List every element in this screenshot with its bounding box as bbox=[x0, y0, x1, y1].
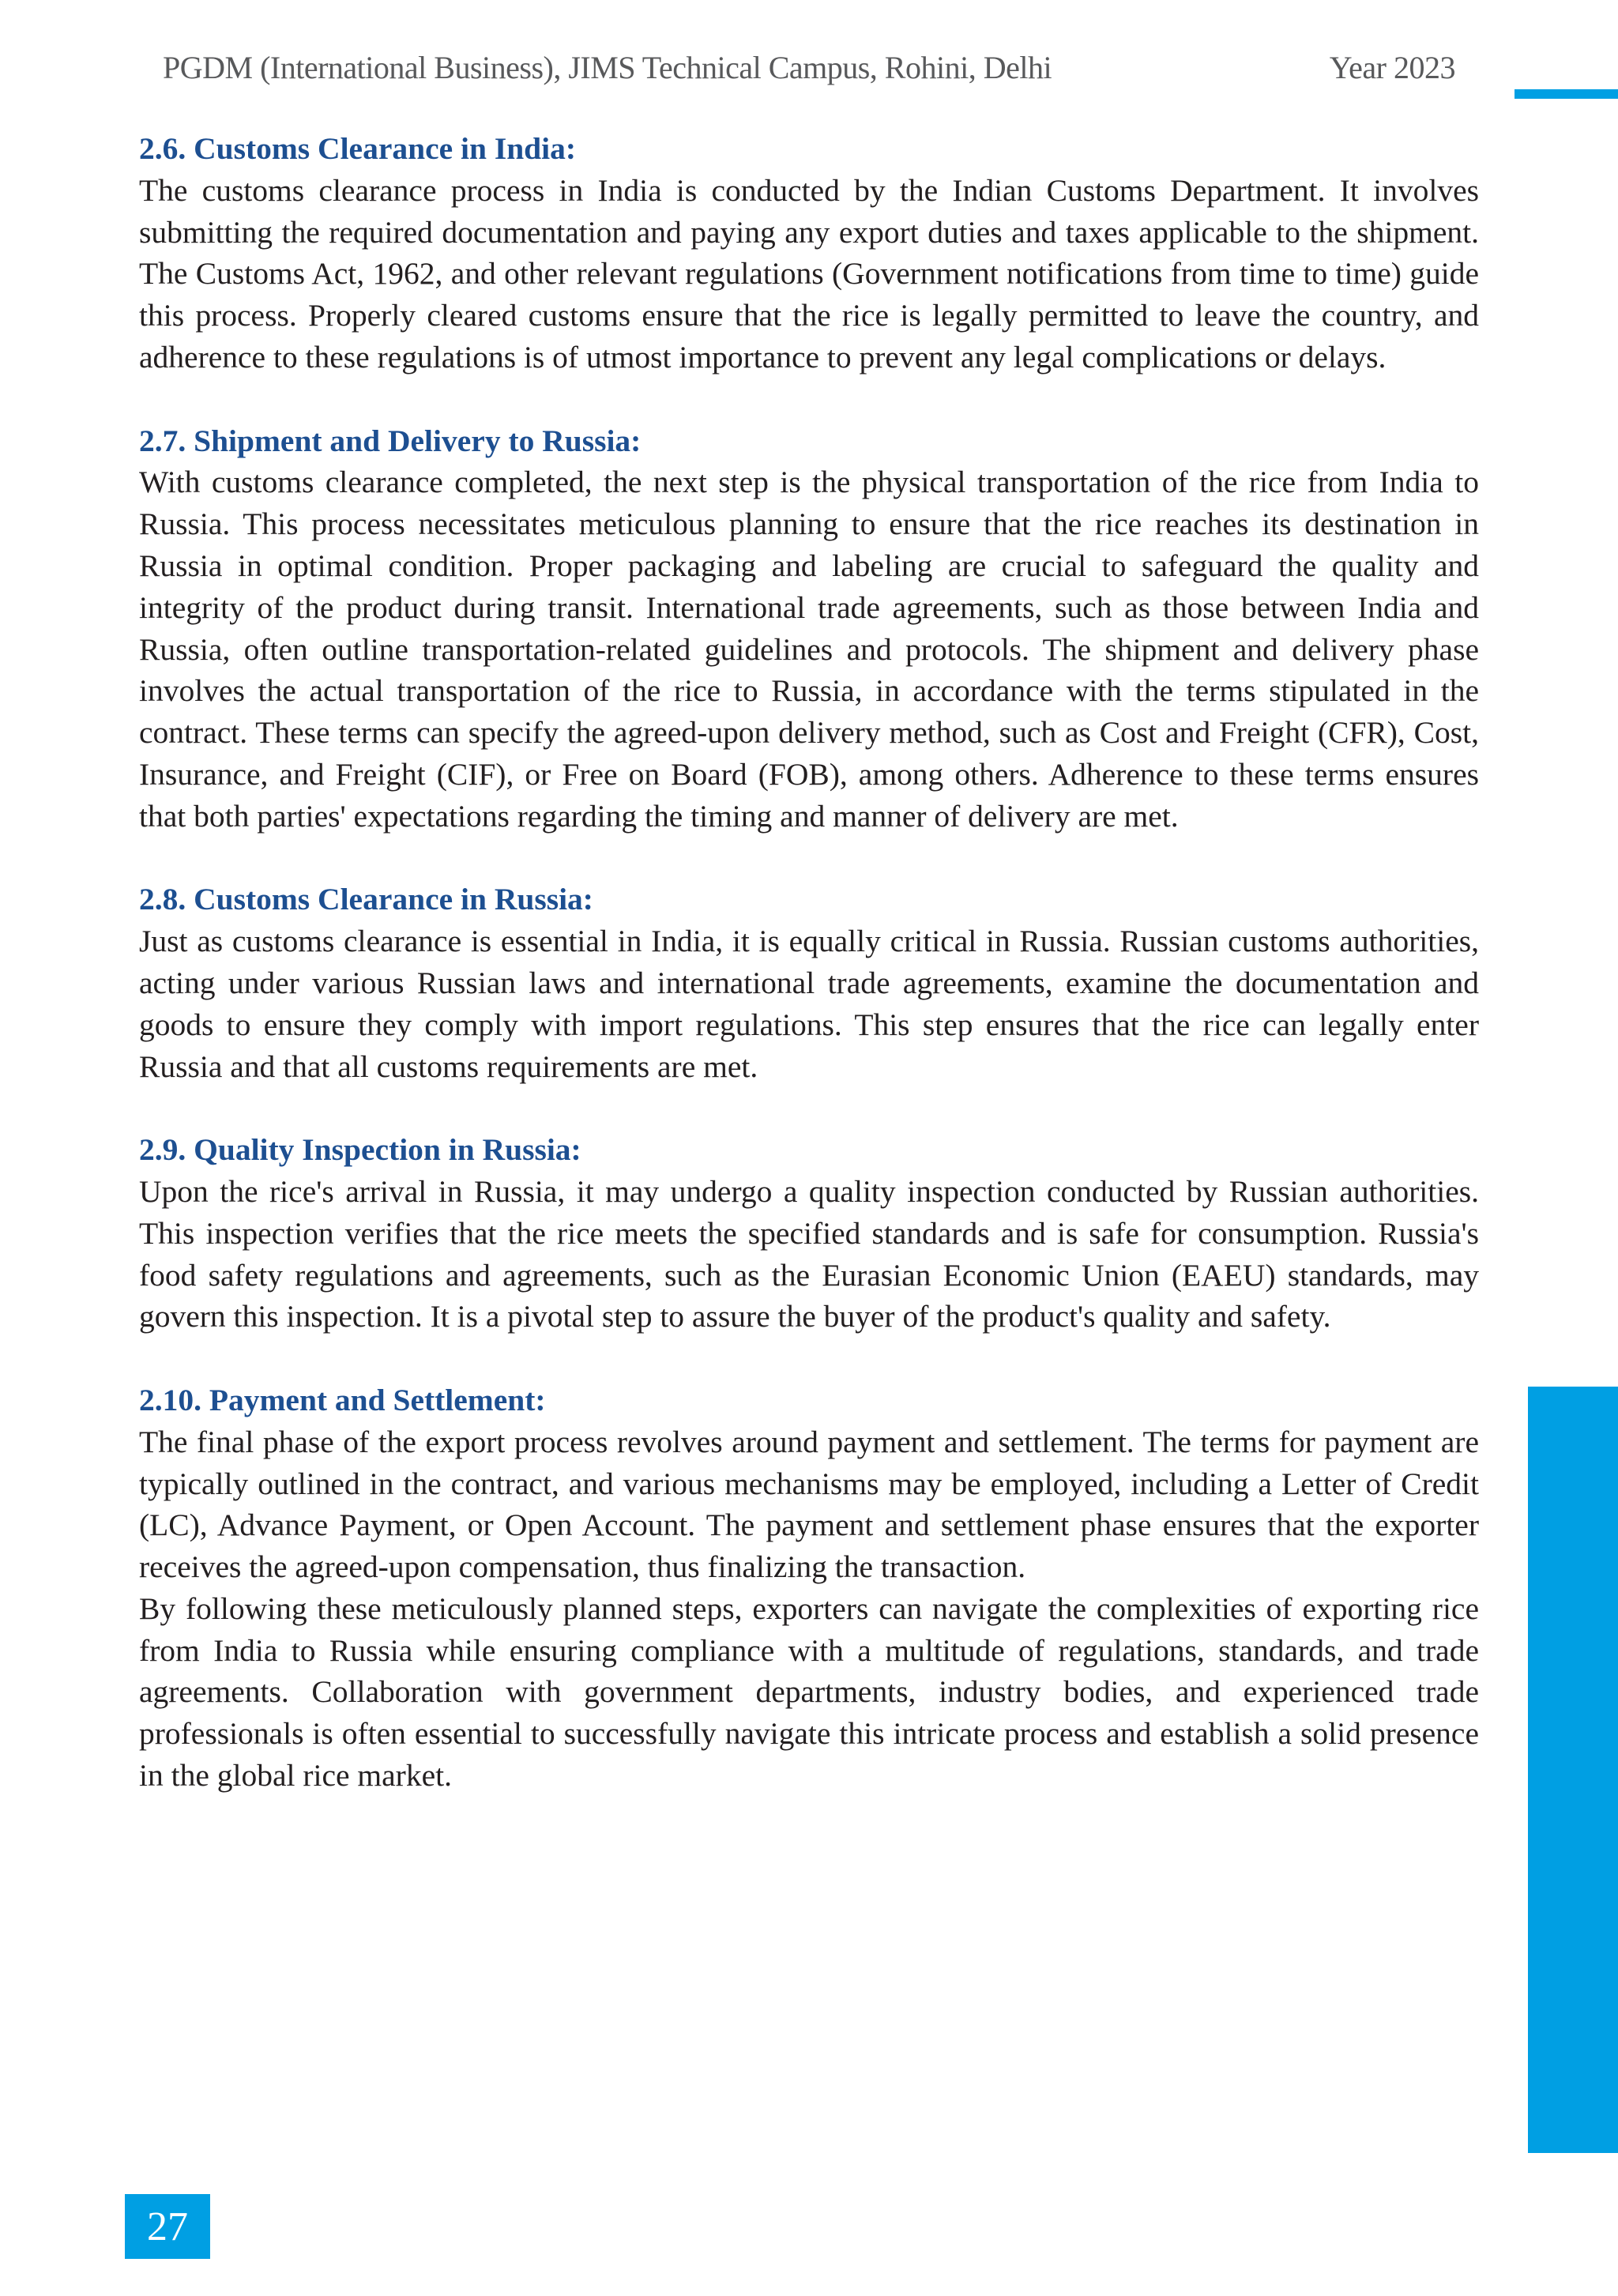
section-heading: 2.8. Customs Clearance in Russia: bbox=[139, 882, 593, 917]
section-customs-clearance-india bbox=[139, 128, 1479, 378]
article-body bbox=[139, 128, 1479, 1839]
running-header bbox=[163, 49, 1455, 88]
section-customs-clearance-russia bbox=[139, 879, 1479, 1087]
section-payment-settlement bbox=[139, 1379, 1479, 1797]
closing-paragraph: By following these meticulously planned steps, exporters can navigate the complexities of exporting rice from India to Russia while ensuring compliance with a multitude of regulations, standards, and trade agreements. Collaboration with government departments, industry bodies, and experienced trade professionals is often essential to successfully navigate this intricate process and establish a solid presence in the global rice market. bbox=[139, 1590, 1479, 1794]
section-shipment-delivery-russia bbox=[139, 420, 1479, 837]
section-heading: 2.10. Payment and Settlement: bbox=[139, 1382, 546, 1417]
top-accent-bar bbox=[1515, 89, 1618, 99]
page-number: 27 bbox=[147, 2204, 188, 2249]
side-accent-bar bbox=[1528, 1387, 1618, 2153]
section-heading: 2.7. Shipment and Delivery to Russia: bbox=[139, 423, 642, 458]
section-paragraph: The final phase of the export process revolves around payment and settlement. The terms for payment are typically outlined in the contract, and various mechanisms may be employed, including a Letter of Credit (LC), Advance Payment, or Open Account. The payment and settlement phase ensures that the exporter receives the agreed-upon compensation, thus finalizing the transaction. bbox=[139, 1424, 1479, 1585]
section-heading: 2.9. Quality Inspection in Russia: bbox=[139, 1132, 581, 1168]
section-paragraph: Upon the rice's arrival in Russia, it may undergo a quality inspection conducted by Russian authorities. This inspection verifies that the rice meets the specified standards and is safe for consumption. Russia's food safety regulations and agreements, such as the Eurasian Economic Union (EAEU) standards, may govern this inspection. It is a pivotal step to assure the buyer of the product's quality and safety. bbox=[139, 1173, 1479, 1334]
page-number-box bbox=[125, 2194, 210, 2259]
journal-title: PGDM (International Business), JIMS Technical Campus, Rohini, Delhi bbox=[163, 50, 1052, 85]
section-quality-inspection-russia bbox=[139, 1129, 1479, 1338]
section-paragraph: The customs clearance process in India is conducted by the Indian Customs Department. It involves submitting the required documentation and paying any export duties and taxes applicable to the shipment. The Customs Act, 1962, and other relevant regulations (Government notifications from time to time) guide this process. Properly cleared customs ensure that the rice is legally permitted to leave the country, and adherence to these regulations is of utmost importance to prevent any legal complications or delays. bbox=[139, 172, 1479, 375]
section-heading: 2.6. Customs Clearance in India: bbox=[139, 131, 577, 166]
section-paragraph: Just as customs clearance is essential in India, it is equally critical in Russia. Russian customs authorities, acting under various Russian laws and international trade agreements, examine the documentation and goods to ensure they comply with import regulations. This step ensures that the rice can legally enter Russia and that all customs requirements are met. bbox=[139, 924, 1479, 1084]
header-year: Year 2023 bbox=[1329, 50, 1455, 85]
section-paragraph: With customs clearance completed, the next step is the physical transportation of the rice from India to Russia. This process necessitates meticulous planning to ensure that the rice reaches its destination in Russia in optimal condition. Proper packaging and labeling are crucial to safeguard the quality and integrity of the product during transit. International trade agreements, such as those between India and Russia, often outline transportation-related guidelines and protocols. The shipment and delivery phase involves the actual transportation of the rice to Russia, in accordance with the terms stipulated in the contract. These terms can specify the agreed-upon delivery method, such as Cost and Freight (CFR), Cost, Insurance, and Freight (CIF), or Free on Board (FOB), among others. Adherence to these terms ensures that both parties' expectations regarding the timing and manner of delivery are met. bbox=[139, 465, 1479, 834]
